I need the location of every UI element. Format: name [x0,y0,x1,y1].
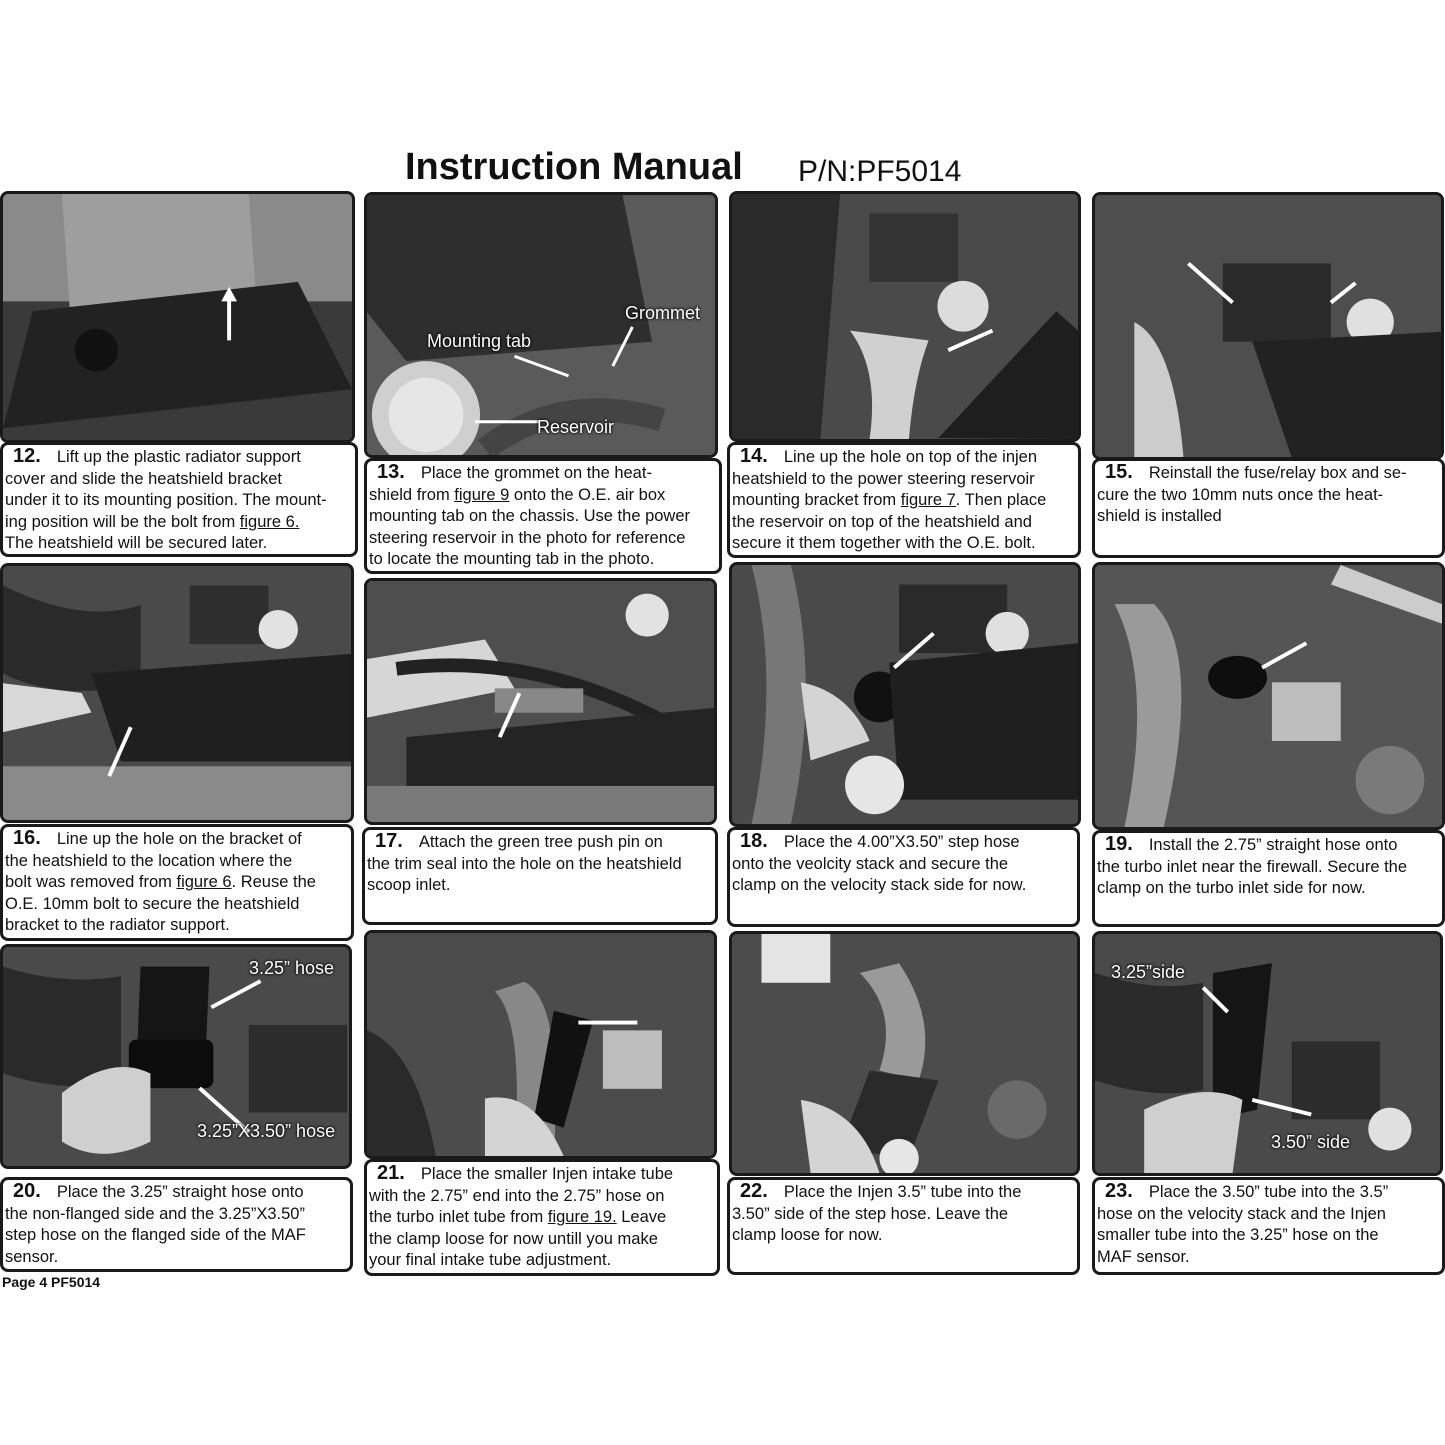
step-number: 20. [13,1180,41,1202]
page-footer: Page 4 PF5014 [2,1274,101,1290]
step-13-callout-grommet: Grommet [625,303,701,323]
step-16-caption: 16. Line up the hole on the bracket of the heatshield to the location where the bolt was removed from figure 6. Reuse the O.E. 10mm bolt to secure the heatshield bracket to the radiator support. [0,824,354,941]
step-number: 16. [13,827,41,849]
step-22-photo [729,931,1080,1176]
step-12-caption: 12. Lift up the plastic radiator support cover and slide the heatshield bracket under it to its mounting position. The mount- ing position will be the bolt from figure 6. The heatshield will be secured later. [0,442,358,557]
step-19-caption: 19. Install the 2.75” straight hose onto the turbo inlet near the firewall. Secure the clamp on the turbo inlet side for now. [1092,830,1445,927]
step-23-callout-325-side: 3.25”side [1111,962,1186,982]
step-number: 12. [13,445,41,467]
figure-reference-link: figure 9 [454,485,510,504]
figure-reference-link: figure 19. [547,1208,617,1226]
step-15-caption: 15. Reinstall the fuse/relay box and se- cure the two 10mm nuts once the heat- shield is installed [1092,458,1445,558]
step-18-photo [729,562,1081,827]
step-number: 13. [377,461,405,483]
step-18-caption: 18. Place the 4.00”X3.50” step hose onto the veolcity stack and secure the clamp on the velocity stack side for now. [727,827,1080,927]
step-21-photo [364,930,717,1159]
step-17-photo [364,578,717,825]
step-23-callout-350-side: 3.50” side [1271,1132,1351,1152]
step-13-callout-reservoir: Reservoir [537,417,615,437]
part-number: P/N:PF5014 [798,155,962,188]
step-20-caption: 20. Place the 3.25” straight hose onto the non-flanged side and the 3.25”X3.50” step hose on the flanged side of the MAF sensor. [0,1177,353,1272]
figure-reference-link: figure 6 [176,873,232,891]
step-15-photo [1092,192,1444,460]
step-23-caption: 23. Place the 3.50” tube into the 3.5” hose on the velocity stack and the Injen smaller tube into the 3.25” hose on the MAF sensor. [1092,1177,1445,1275]
step-number: 14. [740,445,768,467]
figure-reference-link: figure 6. [239,512,300,531]
step-20-callout-325x350-hose: 3.25”X3.50” hose [197,1121,336,1141]
step-number: 18. [740,830,768,852]
page-title: Instruction Manual [405,146,743,188]
figure-reference-link: figure 7 [900,491,956,509]
step-21-caption: 21. Place the smaller Injen intake tube with the 2.75” end into the 2.75” hose on the turbo inlet tube from figure 19. Leave the clamp loose for now untill you make your final intake tube adjustment. [364,1159,720,1276]
step-20-callout-325-hose: 3.25” hose [249,958,335,978]
step-12-photo [0,191,355,443]
step-13-callout-mounting-tab: Mounting tab [427,331,532,351]
step-14-caption: 14. Line up the hole on top of the injen heatshield to the power steering reservoir mounting bracket from figure 7. Then place the reservoir on top of the heatshield and secure it them together with the O.E. bolt. [727,442,1081,558]
step-number: 22. [740,1180,768,1202]
step-19-photo [1092,562,1445,830]
step-20-photo [0,944,352,1169]
step-16-photo [0,563,354,823]
step-17-caption: 17. Attach the green tree push pin on the trim seal into the hole on the heatshield scoop inlet. [362,827,718,925]
step-number: 17. [375,830,403,852]
step-23-photo [1092,931,1443,1176]
step-number: 19. [1105,833,1133,855]
step-number: 23. [1105,1180,1133,1202]
step-13-photo [364,192,718,458]
step-22-caption: 22. Place the Injen 3.5” tube into the 3.50” side of the step hose. Leave the clamp loose for now. [727,1177,1080,1275]
step-number: 15. [1105,461,1133,483]
step-number: 21. [377,1162,405,1184]
step-13-caption: 13. Place the grommet on the heat- shield from figure 9 onto the O.E. air box mounting tab on the chassis. Use the power steering reservoir in the photo for reference to locate the mounting tab in the photo. [364,458,722,574]
step-14-photo [729,191,1081,442]
